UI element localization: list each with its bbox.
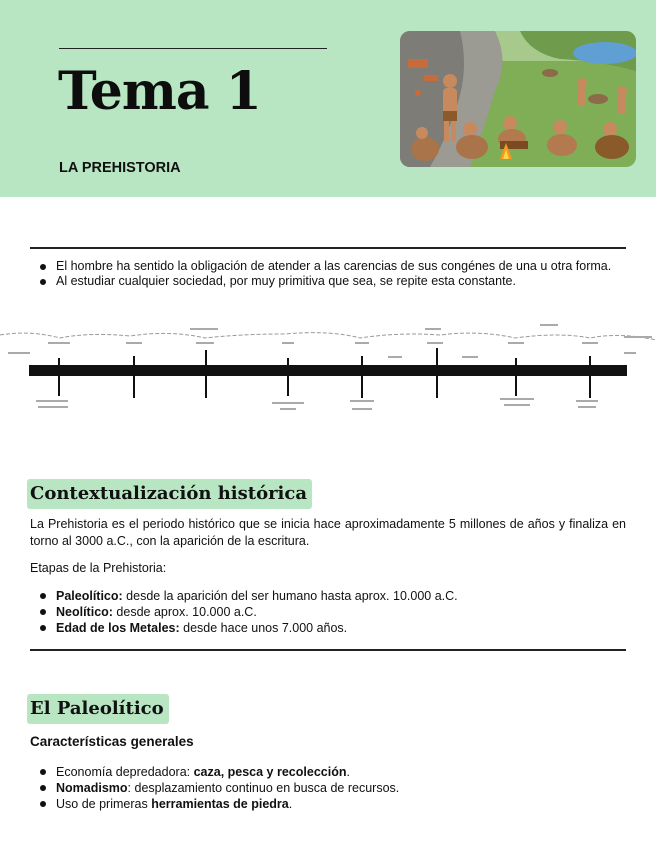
list-item: El hombre ha sentido la obligación de atender a las carencias de sus congénes de una u otra forma. [38,259,626,274]
etapa-name: Paleolítico: [56,589,123,603]
timeline-wavy-line [0,333,656,340]
etapa-name: Neolítico: [56,605,113,619]
etapa-name: Edad de los Metales: [56,621,180,635]
caracteristicas-heading: Características generales [30,734,194,749]
list-item [38,588,626,604]
item-emphasis: Nomadismo [56,781,128,795]
prehistoric-scene-illustration [400,31,636,167]
list-item [38,604,626,620]
caracteristicas-list [38,764,626,812]
etapa-description: desde aprox. 10.000 a.C. [112,605,257,619]
list-item: Al estudiar cualquier sociedad, por muy primitiva que sea, se repite esta constante. [38,274,626,289]
list-item [38,764,626,780]
intro-bullet-list [38,259,626,289]
timeline-bar [29,365,627,376]
page-subtitle: LA PREHISTORIA [59,160,181,176]
item-text: : desplazamiento continuo en busca de recursos. [127,781,400,795]
contexto-paragraph: La Prehistoria es el periodo histórico que se inicia hace aproximadamente 5 millones de años y finaliza en torno al 3000 a.C., con la aparición de la escritura. [30,517,626,548]
item-emphasis: caza, pesca y recolección [193,765,347,779]
header-rule [59,48,327,49]
list-item [38,780,626,796]
item-text: Economía depredadora: [56,765,194,779]
section-divider [30,649,626,651]
page-title: Tema 1 [58,61,261,122]
item-emphasis: herramientas de piedra [151,797,289,811]
intro-top-rule [30,247,626,249]
etapa-description: desde la aparición del ser humano hasta aprox. 10.000 a.C. [122,589,458,603]
etapas-label: Etapas de la Prehistoria: [30,561,167,575]
section-heading-paleolitico: El Paleolítico [27,694,169,724]
item-text: Uso de primeras [56,797,152,811]
prehistory-timeline-figure [0,318,656,418]
section-heading-contexto: Contextualización histórica [27,479,312,509]
list-item [38,620,626,636]
etapas-list [38,588,626,636]
item-text: . [346,765,350,779]
list-item [38,796,626,812]
cave-scene-drawing [400,31,636,167]
etapa-description: desde hace unos 7.000 años. [179,621,348,635]
item-text: . [288,797,293,811]
